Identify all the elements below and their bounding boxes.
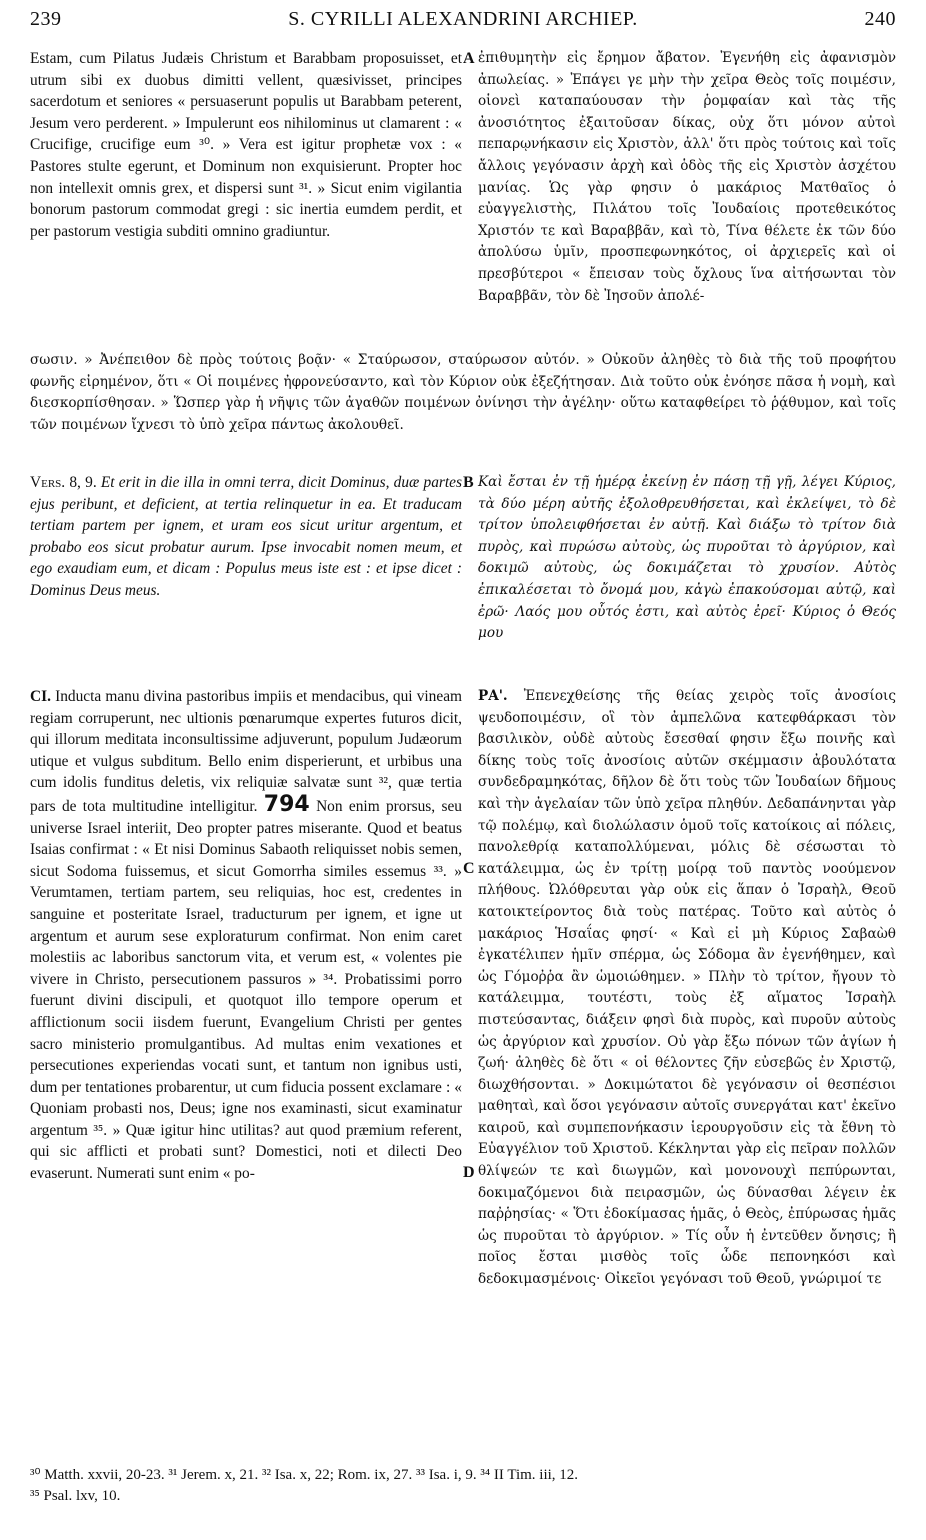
margin-mark-d: D: [463, 1164, 475, 1181]
greek-paragraph-top: ἐπιθυμητὴν εἰς ἔρημον ἄβατον. Ἐγενήθη εἰς ἀφανισμὸν ἀπωλείας. » Ἐπάγει γε μὴν τὴν χεῖρα Θεὸς τοῖς ποιμέσιν, οἱονεὶ καταπαύουσαν τὴν ῥομφαίαν καὶ τὰς τῆς ἀνοσιότητος ἐξαιτοῦσαν δίκας, οὐχ ὅτι μόνον αὐτοὶ πεπαρῳνήκασιν εἰς Χριστὸν, ἀλλ' ὅτι πρὸς τούτοις καὶ τοῖς ἄλλοις γεγόνασιν ἀρχὴ καὶ ὁδὸς τῆς εἰς Χριστὸν ἀσχέτου μανίας. Ὡς γὰρ φησιν ὁ μακάριος Ματθαῖος ὁ εὐαγγελιστὴς, Πιλάτου τοῖς Ἰουδαίοις προτεθεικότος Χριστόν τε καὶ Βαραββᾶν, καὶ τὸ, Τίνα θέλετε ἐκ τῶν δύο ἀπολύσω ὑμῖν, προσπεφωνηκότος, οἱ ἀρχιερεῖς καὶ οἱ πρεσβύτεροι « ἔπεισαν τοὺς ὄχλους ἵνα αἰτήσωνται τὸν Βαραββᾶν, τὸν δὲ Ἰησοῦν ἀπολέ-: [478, 50, 896, 304]
latin-section-paragraph: [30, 686, 462, 1185]
page-number-right: 240: [864, 8, 896, 30]
section-number-greek: ΡΑ'.: [478, 688, 508, 704]
greek-verse-block: [478, 472, 896, 668]
latin-section-ci: [30, 686, 462, 1446]
page-number-left: 239: [30, 8, 62, 30]
page-header: [30, 8, 896, 38]
running-title: S. CYRILLI ALEXANDRINI ARCHIEP.: [288, 8, 638, 30]
latin-column-top: [30, 48, 462, 348]
footnote-line-2: ³⁵ Psal. lxv, 10.: [30, 1488, 121, 1504]
latin-verse: [30, 472, 462, 602]
verse-latin-text: Et erit in die illa in omni terra, dicit Dominus, duæ partes ejus peribunt, et deficient, at tertia relinquetur in ea. Et traducam tertiam partem per ignem, et uram eos sicut uritur argentum, et probabo eos sicut probatur aurum. Ipse invocabit nomen meum, et ego exaudiam eum, et dicam : Populus meus iste est : et ipse dicet : Dominus Deus meus.: [30, 474, 462, 599]
footnote-line-1: ³⁰ Matth. xxvii, 20-23. ³¹ Jerem. x, 21. ³² Isa. x, 22; Rom. ix, 27. ³³ Isa. i, 9. ³⁴ II Tim. iii, 12.: [30, 1467, 579, 1483]
greek-section-paragraph: [478, 686, 896, 1291]
latin-verse-block: [30, 472, 462, 668]
verse-label: Vers.: [30, 474, 66, 491]
latin-section-text-b: Non enim prorsus, seu universe Israel interiit, Deo propter patres miserante. Quod et beatus Isaias confirmat : « Et nisi Dominus Sabaoth reliquisset nobis semen, sicut Sodoma fuissemus, et sicut Gomorrha similes essemus ³³. » Verumtamen, tertiam partem, seu reliquias, hoc est, credentes in sanguine et posteritate Israel, traducturum per ignem, et igne ut argentum et aurum sese exploraturum confirmat. Non enim caret molestiis ac laboribus sanctorum vita, et verum est, « volentes pie vivere in Christo, persecutionem passuros » ³⁴. Probatissimi porro fuerunt divini discipuli, et quotquot illo tempore operum et afflictionum socii iisdem fuerunt, Evangelium Christi per gentes sacro ministerio promulgantibus. Ad multas enim vexationes et persecutiones experiendas vocati sunt, et tantum non ignibus usti, dum per tentationes probarentur, ut cum fiducia possent exclamare : « Quoniam probasti nos, Deus; igne nos examinasti, sicut examinatur argentum ³⁵. » Quæ igitur hinc utilitas? aut quod præmium referent, qui sic afflicti et probati sunt? Domestici, noti et dilecti Deo evaserunt. Numerati sunt enim « po-: [30, 797, 462, 1183]
greek-fullwidth-continuation: [30, 350, 896, 436]
margin-mark-a: A: [463, 50, 475, 67]
margin-mark-b: B: [463, 474, 474, 491]
greek-section-ra: [478, 686, 896, 1446]
latin-section-text-a: Inducta manu divina pastoribus impiis et mendacibus, qui vineam regiam corruperunt, nec ultionis pœnarumque expertes futuros dicit, qui illorum meditata inconsultissime adjuverunt, populum Judæorum utique et vulgus subditum. Bello enim disperierunt, et urbibus una cum idolis funditus deletis, vix reliquiæ salvatæ sunt ³², quæ tertia pars de tota multitudine intelligitur.: [30, 688, 462, 815]
greek-fullwidth-paragraph: σωσιν. » Ἀνέπειθον δὲ πρὸς τούτοις βοᾷν· « Σταύρωσον, σταύρωσον αὐτόν. » Οὐκοῦν ἀληθὲς τὸ διὰ τῆς τοῦ προφήτου φωνῆς εἰρημένον, ὅτι « Οἱ ποιμένες ἠφρονεύσαντο, καὶ τὸν Κύριον οὐκ ἐξεζήτησαν. Διὰ τοῦτο οὐκ ἐνόησε πᾶσα ἡ νομὴ, καὶ διεσκορπίσθησαν. » Ὥσπερ γὰρ ἡ νῆψις τῶν ἀγαθῶν ποιμένων ὀνίνησι τὴν ἀγέλην· οὕτω καταφθείρει τὸ ῥᾴθυμον, καὶ τοῖς τῶν ποιμένων ἴχνεσι τὸ ὑπὸ χεῖρα πάντως ἀκολουθεῖ.: [30, 352, 896, 433]
greek-verse: Καὶ ἔσται ἐν τῇ ἡμέρᾳ ἐκείνῃ ἐν πάσῃ τῇ γῇ, λέγει Κύριος, τὰ δύο μέρη αὐτῆς ἐξολοθρευθήσεται, καὶ ἐκλείψει, τὸ δὲ τρίτον ὑπολειφθήσεται ἐν αὐτῇ. Καὶ διάξω τὸ τρίτον διὰ πυρὸς, καὶ πυρώσω αὐτοὺς, ὡς πυροῦται τὸ ἀργύριον, καὶ δοκιμῶ αὐτοὺς, ὡς δοκιμάζεται τὸ χρυσίον. Αὐτὸς ἐπικαλέσεται τὸ ὄνομά μου, κἀγὼ ἐπακούσομαι αὐτῷ, καὶ ἐρῶ· Λαός μου οὗτός ἐστι, καὶ αὐτὸς ἐρεῖ· Κύριος ὁ Θεός μου: [478, 474, 896, 642]
greek-column-top: [478, 48, 896, 348]
footnotes: [30, 1465, 896, 1507]
column-number: 794: [263, 791, 310, 817]
margin-mark-c: C: [463, 860, 475, 877]
greek-section-text: Ἐπενεχθείσης τῆς θείας χειρὸς τοῖς ἀνοσίοις ψευδοποιμέσιν, οἳ τὸν ἀμπελῶνα κατεφθάρκασι τὸν βασιλικὸν, οὐδὲ αὐτοὺς ἔσεσθαί φησιν ἔξω ποινῆς καὶ δίκης τοὺς τοῖς ἀνοσίοις αὐτῶν σκέμμασιν ἀβουλότατα συνδεδραμηκότας, δῆλον δὲ ὅτι τοὺς τῶν Ἰουδαίων δῆμους καὶ τὴν ἀγελαίαν τῶν ὑπὸ χεῖρα πληθύν. Δεδαπάνηνται γὰρ τῷ πολέμῳ, καὶ διολώλασιν ὁμοῦ τοῖς κατοίκοις αἱ πόλεις, πανολεθρίᾳ καταπολλύμεναι, μόλις δὲ σέσωσται τὸ κατάλειμμα, ὡς ἐν τρίτῃ μοίρᾳ τοῦ παντὸς νοούμενον πλήθους. Ὠλόθρευται γὰρ οὐκ εἰς ἅπαν ὁ Ἰσραὴλ, Θεοῦ κατοικτείροντος διὰ τοὺς πατέρας. Τοῦτο καὶ αὐτὸς ὁ μακάριος Ἡσαΐας φησί· « Καὶ εἰ μὴ Κύριος Σαβαὼθ ἐγκατέλιπεν ἡμῖν σπέρμα, ὡς Σόδομα ἂν ἐγενήθημεν, καὶ ὡς Γόμοῤῥα ἂν ὡμοιώθημεν. » Πλὴν τὸ τρίτον, ἤγουν τὸ κατάλειμμα, τουτέστι, τοὺς ἐξ αἵματος Ἰσραὴλ πιστεύσαντας, διάξειν φησὶ διὰ πυρὸς, καὶ πυροῦν αὐτοὺς ὡς ἀργύριον καὶ χρυσίον. Οὐ γὰρ ἔξω πόνων τῶν ἁγίων ἡ ζωή· ἀληθὲς δὲ ὅτι « οἱ θέλοντες ζῆν εὐσεβῶς ἐν Χριστῷ, διωχθήσονται. » Δοκιμώτατοι δὲ γεγόνασιν οἱ θεσπέσιοι μαθηταὶ, καὶ ὅσοι γεγόνασιν αὐτοῖς συνεργάται κατ' ἐκεῖνο καιροῦ, καὶ συμπεπονήκασιν ἱερουργοῦσιν εἰς τὰ ἔθνη τὸ Εὐαγγέλιον τοῦ Χριστοῦ. Κέκληνται γὰρ εἰς πεῖραν πολλῶν θλίψεών τε καὶ διωγμῶν, καὶ μονονουχὶ πεπύρωνται, δοκιμαζόμενοι διὰ πειρασμῶν, ὡς δύνασθαι λέγειν ἐκ παῤῥησίας· « Ὅτι ἐδοκίμασας ἡμᾶς, ὁ Θεὸς, ἐπύρωσας ἡμᾶς ὡς πυροῦται τὸ ἀργύριον. » Τίς οὖν ἡ ἐντεῦθεν ὄνησις; ἢ ποῖος ἔσται μισθὸς τοῖς ὧδε πεπονηκόσι καὶ δεδοκιμασμένοις· Οἰκεῖοι γεγόνασι τοῦ Θεοῦ, γνώριμοί τε: [478, 688, 897, 1288]
latin-paragraph-top: Estam, cum Pilatus Judæis Christum et Barabbam proposuisset, et utrum sibi ex duobus dimitti vellent, quæsivisset, principes sacerdotum et seniores « persuaserunt populis ut Barabbam peterent, Jesum vero perderent. » Impulerunt eos nihilominus ut clamarent : « Crucifige, crucifige eum ³⁰. » Vera est igitur prophetæ vox : « Pastores stulte egerunt, et Dominum non exquisierunt. Propter hoc non intellexit omnis grex, et dispersi sunt ³¹. » Sicut enim vigilantia bonorum pastorum commodat gregi : sic inertia eumdem perdit, et per pastorum vestigia subditi omnino gradiuntur.: [30, 50, 462, 240]
verse-reference: 8, 9.: [65, 474, 101, 491]
section-number-latin: CI.: [30, 688, 51, 705]
